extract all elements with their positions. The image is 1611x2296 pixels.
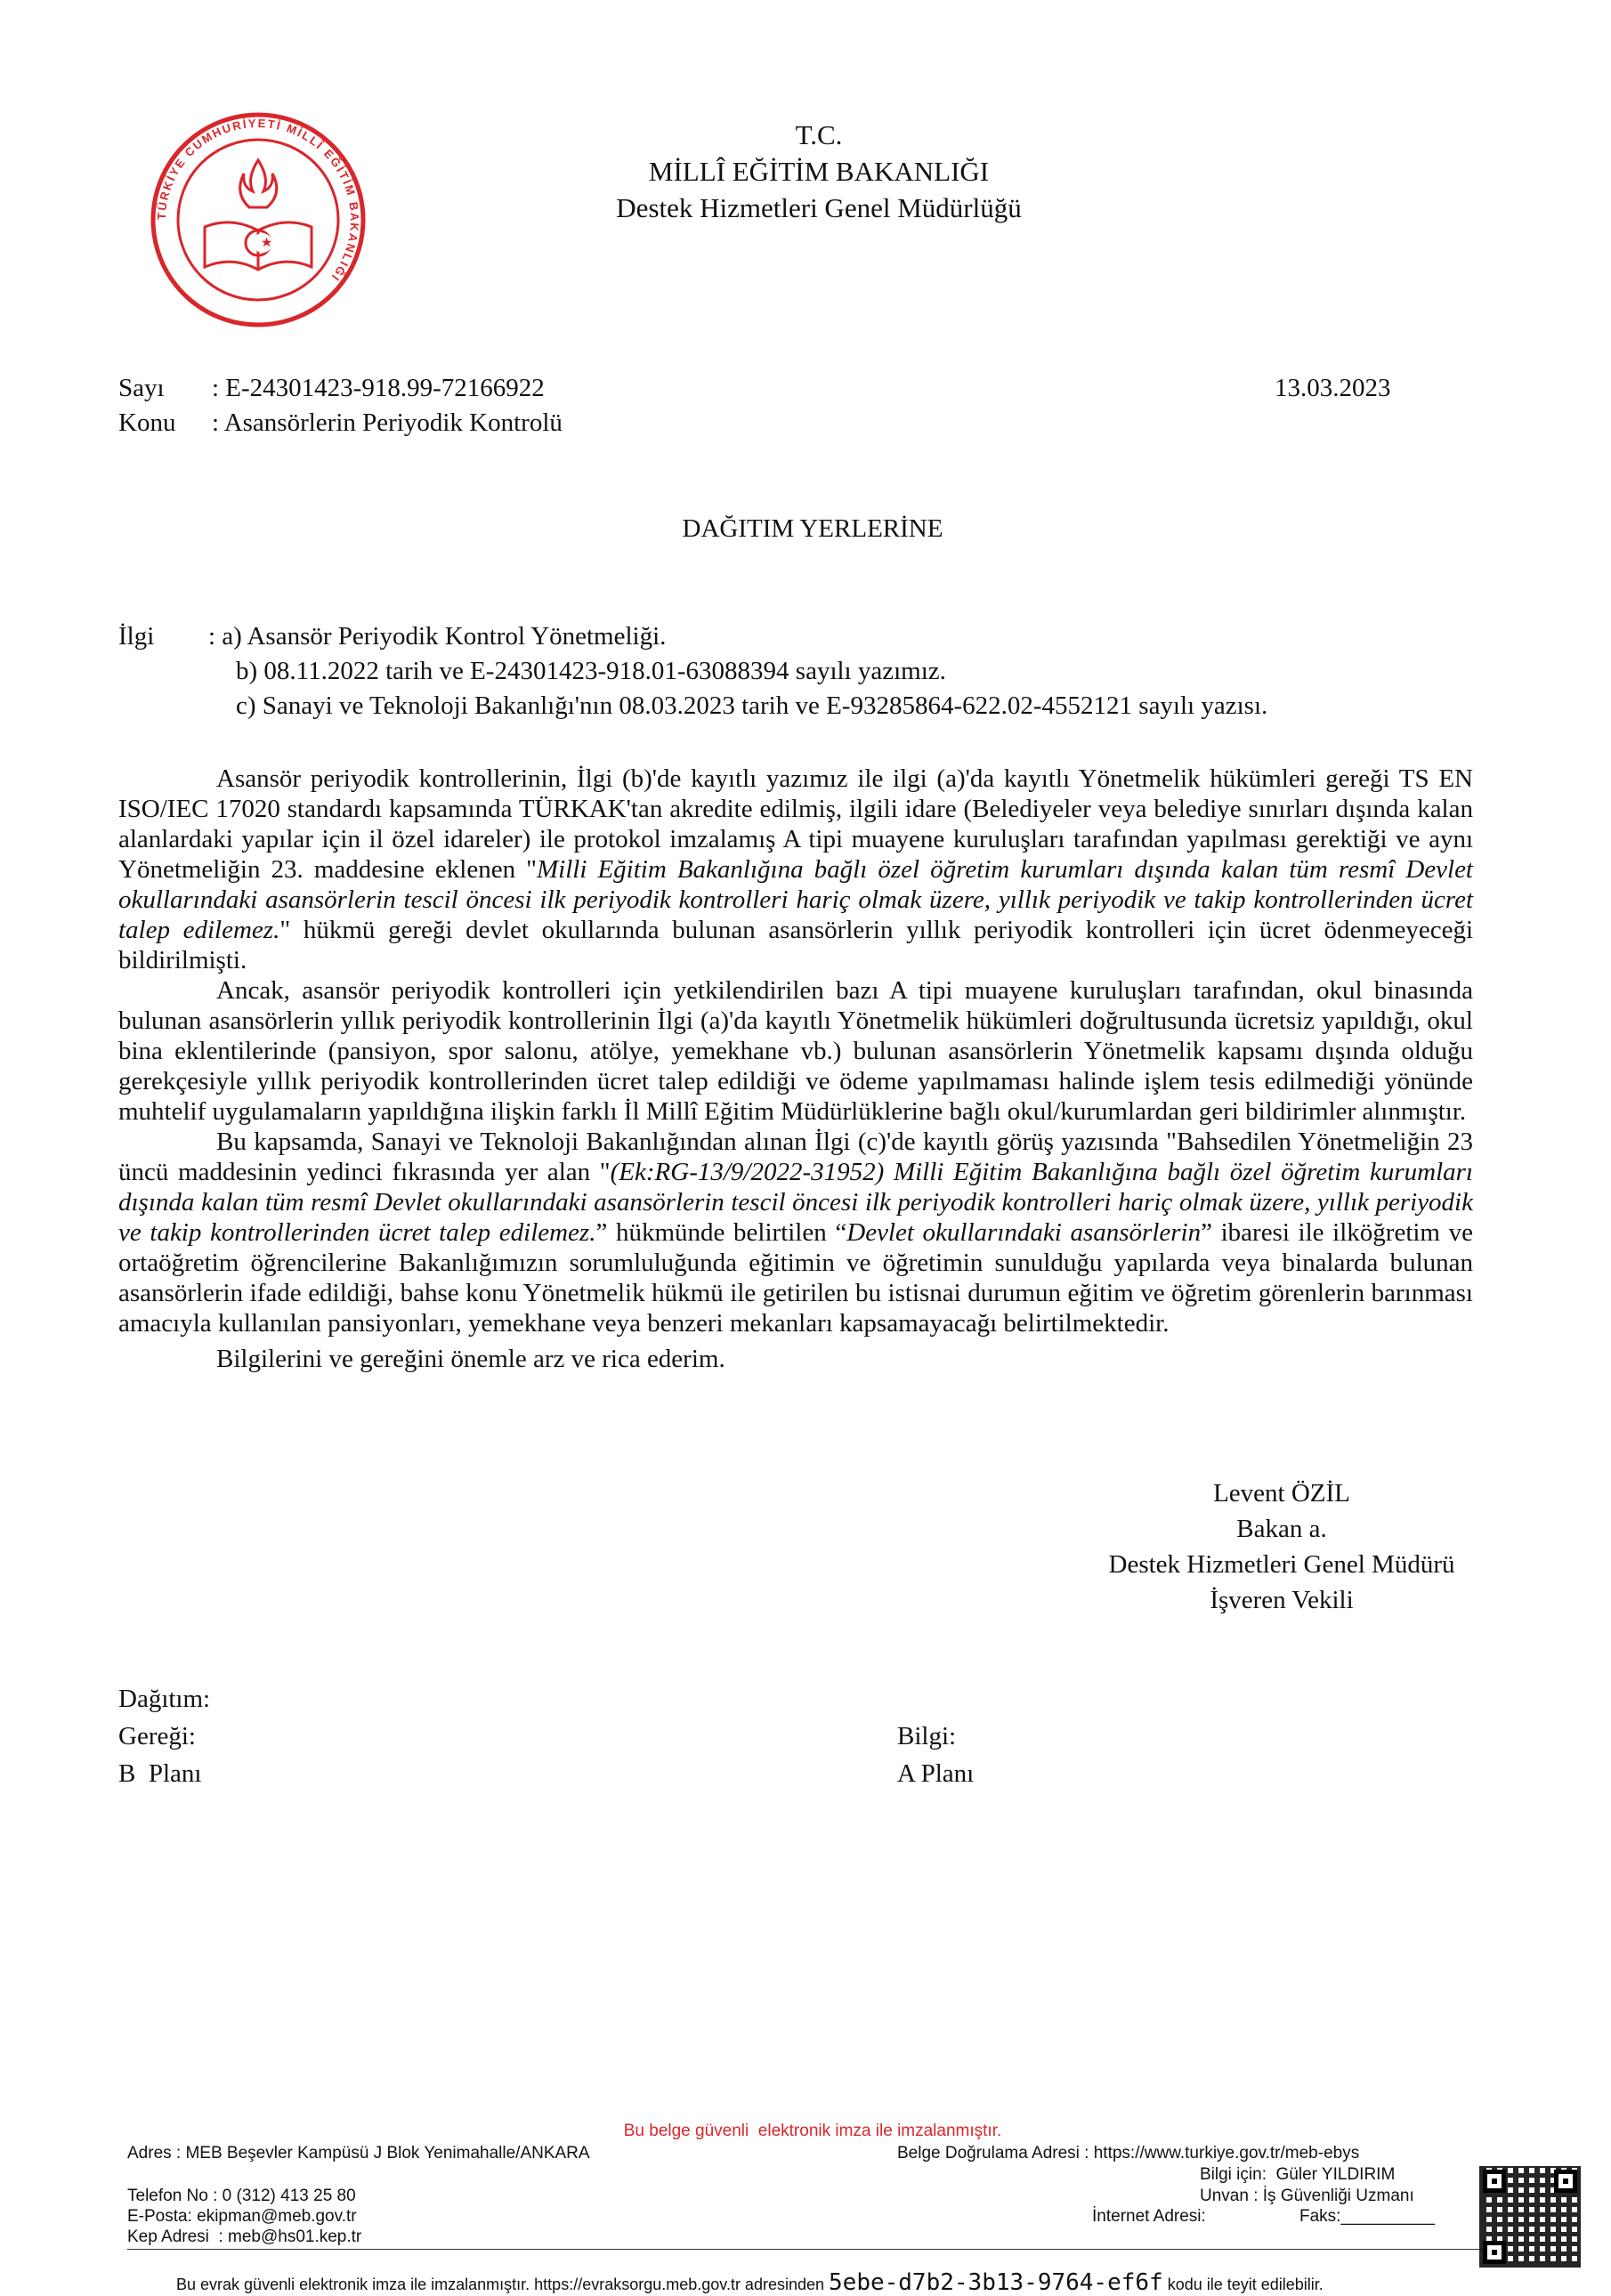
footer-faks: Faks:__________ xyxy=(1299,2207,1436,2226)
header-tc: T.C. xyxy=(795,119,843,150)
qr-code xyxy=(1479,2166,1581,2268)
ilgi-label: İlgi xyxy=(118,622,155,651)
esign-notice: Bu belge güvenli elektronik imza ile imzalanmıştır. xyxy=(623,2122,1002,2140)
footer-adres: Adres : MEB Beşevler Kampüsü J Blok Yenimahalle/ANKARA xyxy=(127,2144,590,2163)
signer-role: Bakan a. xyxy=(1236,1515,1327,1543)
signer-name: Levent ÖZİL xyxy=(1213,1479,1350,1508)
signer-position: İşveren Vekili xyxy=(1210,1586,1354,1614)
document-date: 13.03.2023 xyxy=(1275,374,1391,402)
verify-text-b: kodu ile teyit edilebilir. xyxy=(1162,2276,1324,2293)
footer-verify-line xyxy=(167,2253,1324,2294)
seal-emblem-icon xyxy=(150,111,368,329)
sayi-label: Sayı xyxy=(118,374,165,402)
footer-kep: Kep Adresi : meb@hs01.kep.tr xyxy=(127,2227,362,2246)
paragraph-3: Bu kapsamda, Sanayi ve Teknoloji Bakanlığından alınan İlgi (c)'de kayıtlı görüş yazısında "Bahsedilen Yönetmeliğin 23 üncü maddesinin yedinci fıkrasında yer alan "(Ek:RG-13/9/2022-31952) Milli Eğitim Bakanlığına bağlı özel öğretim kurumları dışında kalan tüm resmî Devlet okullarındaki asansörlerin tescil öncesi ilk periyodik kontrolleri hariç olmak üzere, yıllık periyodik ve takip kontrollerinden ücret talep edilemez.” hükmünde belirtilen “Devlet okullarındaki asansörlerin” ibaresi ile ilköğretim ve ortaöğretim öğrencilerine Bakanlığımızın sorumluluğunda eğitimin ve öğretimin sunulduğu yapılarda veya binalarda bulunan asansörlerin ifade edildiği, bahse konu Yönetmelik hükmü ile getirilen bu istisnai durumun eğitim ve öğretim görenlerin barınması amacıyla kullanılan pansiyonları, yemekhane veya benzeri mekanları kapsamayacağı belirtilmektedir. xyxy=(118,1128,1473,1338)
paragraph-closing: Bilgilerini ve gereğini önemle arz ve rica ederim. xyxy=(216,1345,725,1373)
konu-label: Konu xyxy=(118,408,176,437)
verify-text-a: Bu evrak güvenli elektronik imza ile imzalanmıştır. https://evraksorgu.meb.gov.tr adresinden xyxy=(176,2276,830,2293)
header-directorate: Destek Hizmetleri Genel Müdürlüğü xyxy=(616,192,1022,223)
footer-dogrulama: Belge Doğrulama Adresi : https://www.turkiye.gov.tr/meb-ebys xyxy=(897,2144,1360,2163)
distribution-geregi: Gereği: xyxy=(118,1722,196,1750)
ilgi-b: b) 08.11.2022 tarih ve E-24301423-918.01-63088394 sayılı yazımız. xyxy=(236,657,946,685)
distribution-a-plani: A Planı xyxy=(897,1759,975,1788)
distribution-bilgi: Bilgi: xyxy=(897,1722,957,1750)
ilgi-a: : a) Asansör Periyodik Kontrol Yönetmeliği. xyxy=(208,622,667,651)
footer-rule xyxy=(127,2249,1489,2250)
konu-value: : Asansörlerin Periyodik Kontrolü xyxy=(212,408,563,437)
ministry-seal xyxy=(150,111,368,329)
distribution-title: Dağıtım: xyxy=(118,1685,211,1713)
footer-eposta: E-Posta: ekipman@meb.gov.tr xyxy=(127,2207,357,2226)
paragraph-1: Asansör periyodik kontrollerinin, İlgi (b)'de kayıtlı yazımız ile ilgi (a)'da kayıtlı Yönetmelik hükümleri gereği TS EN ISO/IEC 17020 standardı kapsamında TÜRKAK'tan akredite edilmiş, ilgili idare (Belediyeler veya belediye sınırları dışında kalan alanlardaki yapılar için il özel idareler) ile protokol imzalamış A tipi muayene kuruluşları tarafından yapılması gerektiği ve aynı Yönetmeliğin 23. maddesine eklenen "Milli Eğitim Bakanlığına bağlı özel öğretim kurumları dışında kalan tüm resmî Devlet okullarındaki asansörlerin tescil öncesi ilk periyodik kontrolleri hariç olmak üzere, yıllık periyodik ve takip kontrollerinden ücret talep edilemez." hükmü gereği devlet okullarında bulunan asansörlerin yıllık periyodik kontrolleri için ücret ödenmeyeceği bildirilmişti. xyxy=(118,764,1474,974)
footer-internet: İnternet Adresi: xyxy=(1092,2207,1206,2226)
verify-code: 5ebe-d7b2-3b13-9764-ef6f xyxy=(829,2269,1163,2296)
letter-body xyxy=(118,764,1473,1374)
footer-bilgi-icin: Bilgi için: Güler YILDIRIM xyxy=(1200,2165,1396,2184)
footer-telefon: Telefon No : 0 (312) 413 25 80 xyxy=(127,2187,356,2205)
signer-title: Destek Hizmetleri Genel Müdürü xyxy=(1108,1550,1455,1579)
addressee: DAĞITIM YERLERİNE xyxy=(682,514,943,543)
header-ministry: MİLLÎ EĞİTİM BAKANLIĞI xyxy=(648,156,990,187)
ilgi-c: c) Sanayi ve Teknoloji Bakanlığı'nın 08.03.2023 tarih ve E-93285864-622.02-4552121 sayılı yazısı. xyxy=(236,691,1268,720)
paragraph-2: Ancak, asansör periyodik kontrolleri için yetkilendirilen bazı A tipi muayene kuruluşları tarafından, okul binasında bulunan asansörlerin yıllık periyodik kontrollerinin İlgi (a)'da kayıtlı Yönetmelik hükümleri doğrultusunda ücretsiz yapıldığı, okul bina eklentilerinde (pansiyon, spor salonu, atölye, yemekhane vb.) bulunan asansörlerin Yönetmelik kapsamı dışında olduğu gerekçesiyle yıllık periyodik kontrollerinden ücret talep edildiği ve ödeme yapılmaması halinde işlem tesis edilmediği yönünde muhtelif uygulamaların yapıldığına ilişkin farklı İl Millî Eğitim Müdürlüklerine bağlı okul/kurumlardan geri bildirimler alınmıştır. xyxy=(118,976,1473,1126)
footer-unvan: Unvan : İş Güvenliği Uzmanı xyxy=(1200,2187,1414,2205)
distribution-b-plani: B Planı xyxy=(118,1759,202,1788)
sayi-value: : E-24301423-918.99-72166922 xyxy=(212,374,545,402)
signature-block xyxy=(1059,1475,1504,1618)
svg-text:TÜRKİYE CUMHURİYETİ MİLLÎ EĞİT: TÜRKİYE CUMHURİYETİ MİLLÎ EĞİTİM BAKANLIĞI xyxy=(154,116,362,285)
